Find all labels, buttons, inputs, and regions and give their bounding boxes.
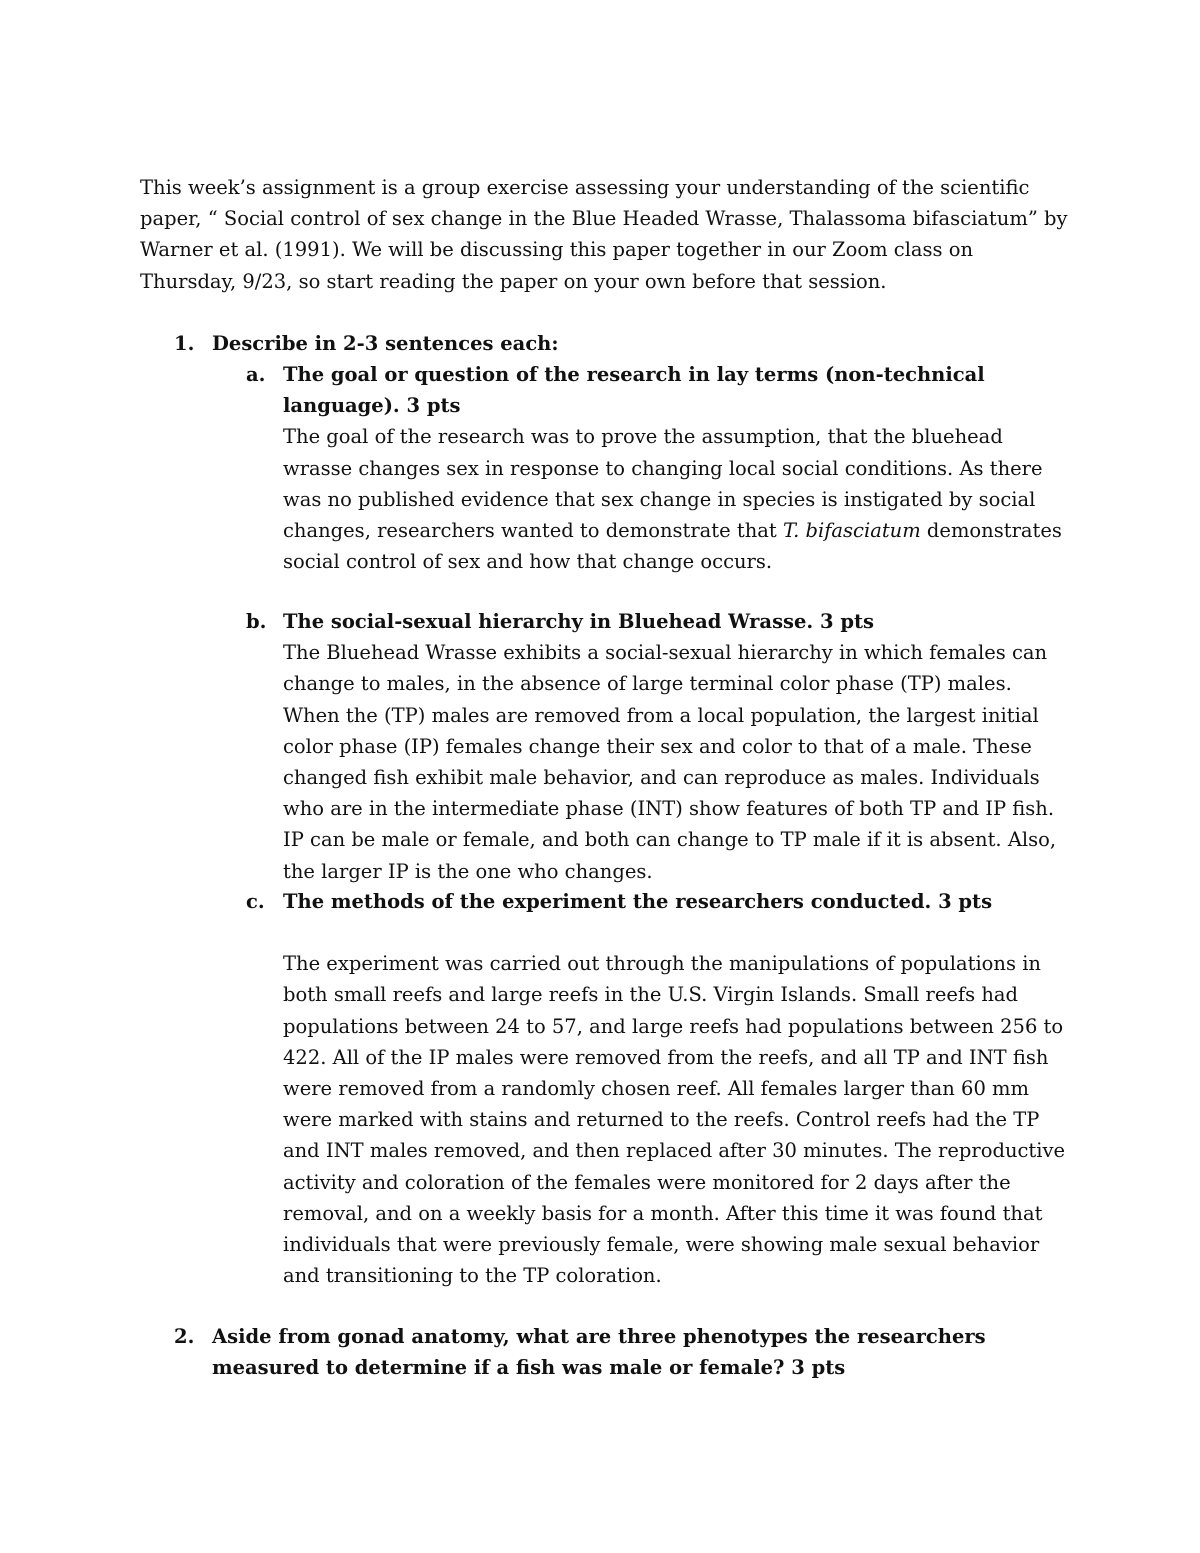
- q1c-letter: c.: [246, 890, 265, 913]
- q1c-question: The methods of the experiment the researchers conducted. 3 pts: [283, 890, 993, 913]
- q1b-answer: The Bluehead Wrasse exhibits a social-sexual hierarchy in which females can change to males, in the absence of large terminal color phase (TP) males. When the (TP) males are removed from a local population, the largest initial color phase (IP) females change their sex and color to that of a male. These changed fish exhibit male behavior, and can reproduce as males. Individuals who are in the intermediate phase (INT) show features of both TP and IP fish. IP can be male or female, and both can change to TP male if it is absent. Also, the larger IP is the one who changes.: [283, 641, 1057, 883]
- q1c-answer: The experiment was carried out through the manipulations of populations in both small reefs and large reefs in the U.S. Virgin Islands. Small reefs had populations between 24 to 57, and large reefs had populations between 256 to 422. All of the IP males were removed from the reefs, and all TP and INT fish were removed from a randomly chosen reef. All females larger than 60 mm were marked with stains and returned to the reefs. Control reefs had the TP and INT males removed, and then replaced after 30 minutes. The reproductive activity and coloration of the females were monitored for 2 days after the removal, and on a weekly basis for a month. After this time it was found that individuals that were previously female, were showing male sexual behavior and transitioning to the TP coloration.: [283, 952, 1066, 1288]
- q1b-question: The social-sexual hierarchy in Bluehead Wrasse. 3 pts: [283, 610, 874, 633]
- q1a-answer: [283, 421, 1073, 577]
- q1a-letter: a.: [246, 363, 266, 386]
- q1a-section: [283, 359, 1073, 577]
- q1b-letter: b.: [246, 610, 267, 633]
- intro-paragraph: This week’s assignment is a group exercise assessing your understanding of the scientific paper, “ Social control of sex change in the Blue Headed Wrasse, Thalassoma bifasciatum” by Warner et al. (1991). We will be discussing this paper together in our Zoom class on Thursday, 9/23, so start reading the paper on your own before that session.: [140, 176, 1068, 293]
- q1a-answer-text-2: demonstrates social control of sex and how that change occurs.: [283, 519, 1062, 574]
- q1a-answer-text-1: The goal of the research was to prove the assumption, that the bluehead wrasse changes sex in response to changing local social conditions. As there was no published evidence that sex change in species is instigated by social changes, researchers wanted to demonstrate that: [283, 425, 1043, 543]
- q1c-section: [283, 886, 1073, 1291]
- q1b-section: [283, 606, 1073, 887]
- q1-prompt: Describe in 2-3 sentences each:: [212, 332, 559, 355]
- q1a-answer-species: T. bifasciatum: [782, 519, 921, 543]
- q1-number: 1.: [174, 332, 195, 355]
- q2-prompt: Aside from gonad anatomy, what are three phenotypes the researchers measured to determine if a fish was male or female? 3 pts: [212, 1325, 986, 1380]
- q1a-question: The goal or question of the research in lay terms (non-technical language). 3 pts: [283, 363, 985, 418]
- q2-number: 2.: [174, 1325, 195, 1348]
